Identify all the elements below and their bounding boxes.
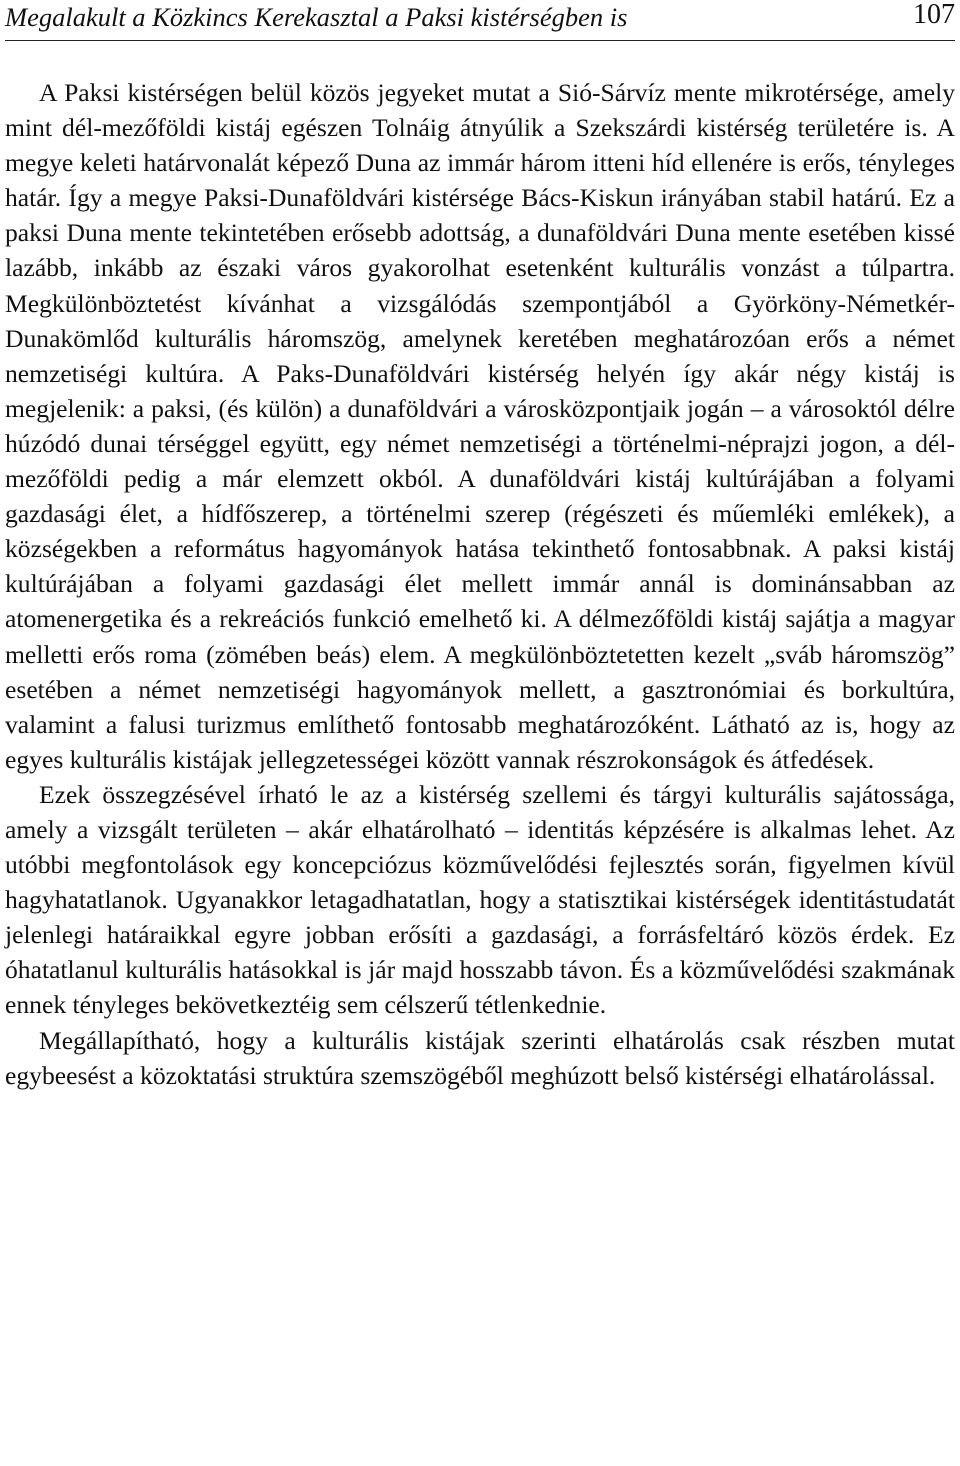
running-title: Megalakult a Közkincs Kerekasztal a Paksi kistérségben is [5,2,628,32]
page-number: 107 [913,0,955,30]
paragraph: A Paksi kistérségen belül közös jegyeket mutat a Sió-Sárvíz mente mikrotérsége, amely mint dél-mezőföldi kistáj egészen Tolnáig átnyúlik a Szekszárdi kistérség területére is. A megye keleti határvonalát képező Duna az immár három itteni híd ellenére is erős, tényleges határ. Így a megye Paksi-Dunaföldvári kistérsége Bács-Kiskun irányában stabil határú. Ez a paksi Duna mente tekintetében erősebb adottság, a dunaföldvári Duna mente esetében kissé lazább, inkább az északi város gyakorolhat esetenként kulturális vonzást a túlpartra. Megkülönböztetést kívánhat a vizsgálódás szempontjából a Györköny-Németkér-Dunakömlőd kulturális háromszög, amelynek keretében meghatározóan erős a német nemzetiségi kultúra. A Paks-Dunaföldvári kistérség helyén így akár négy kistáj is megjelenik: a paksi, (és külön) a dunaföldvári a városközpontjaik jogán – a városoktól délre húzódó dunai térséggel együtt, egy német nemzetiségi a történelmi-néprajzi jogon, a dél-mezőföldi pedig a már elemzett okból. A dunaföldvári kistáj kultúrájában a folyami gazdasági élet, a hídfőszerep, a történelmi szerep (régészeti és műemléki emlékek), a községekben a református hagyományok hatása tekinthető fontosabbnak. A paksi kistáj kultúrájában a folyami gazdasági élet mellett immár annál is dominánsabban az atomenergetika és a rekreációs funkció emelhető ki. A délmezőföldi kistáj sajátja a magyar melletti erős roma (zömében beás) elem. A megkülönböztetetten kezelt „sváb háromszög” esetében a német nemzetiségi hagyományok mellett, a gasztronómiai és borkultúra, valamint a falusi turizmus említhető fontosabb meghatározóként. Látható az is, hogy az egyes kulturális kistájak jellegzetességei között vannak részrokonságok és átfedések. [5,78,955,774]
paragraph: Ezek összegzésével írható le az a kistérség szellemi és tárgyi kulturális sajátossága, amely a vizsgált területen – akár elhatárolható – identitás képzésére is alkalmas lehet. Az utóbbi megfontolások egy koncepciózus közművelődési fejlesztés során, figyelmen kívül hagyhatatlanok. Ugyanakkor letagadhatatlan, hogy a statisztikai kistérségek identitástudatát jelenlegi határaikkal egyre jobban erősíti a gazdasági, a forrásfeltáró közös érdek. Ez óhatatlanul kulturális hatásokkal is jár majd hosszabb távon. És a közművelődési szakmának ennek tényleges bekövetkeztéig sem célszerű tétlenkednie. [5,779,955,1020]
running-header [5,0,955,41]
paragraph: Megállapítható, hogy a kulturális kistájak szerinti elhatárolás csak részben mutat egybeesést a közoktatási struktúra szemszögéből meghúzott belső kistérségi elhatárolással. [5,1025,955,1090]
book-page [5,0,955,1093]
body-text [5,75,955,1093]
